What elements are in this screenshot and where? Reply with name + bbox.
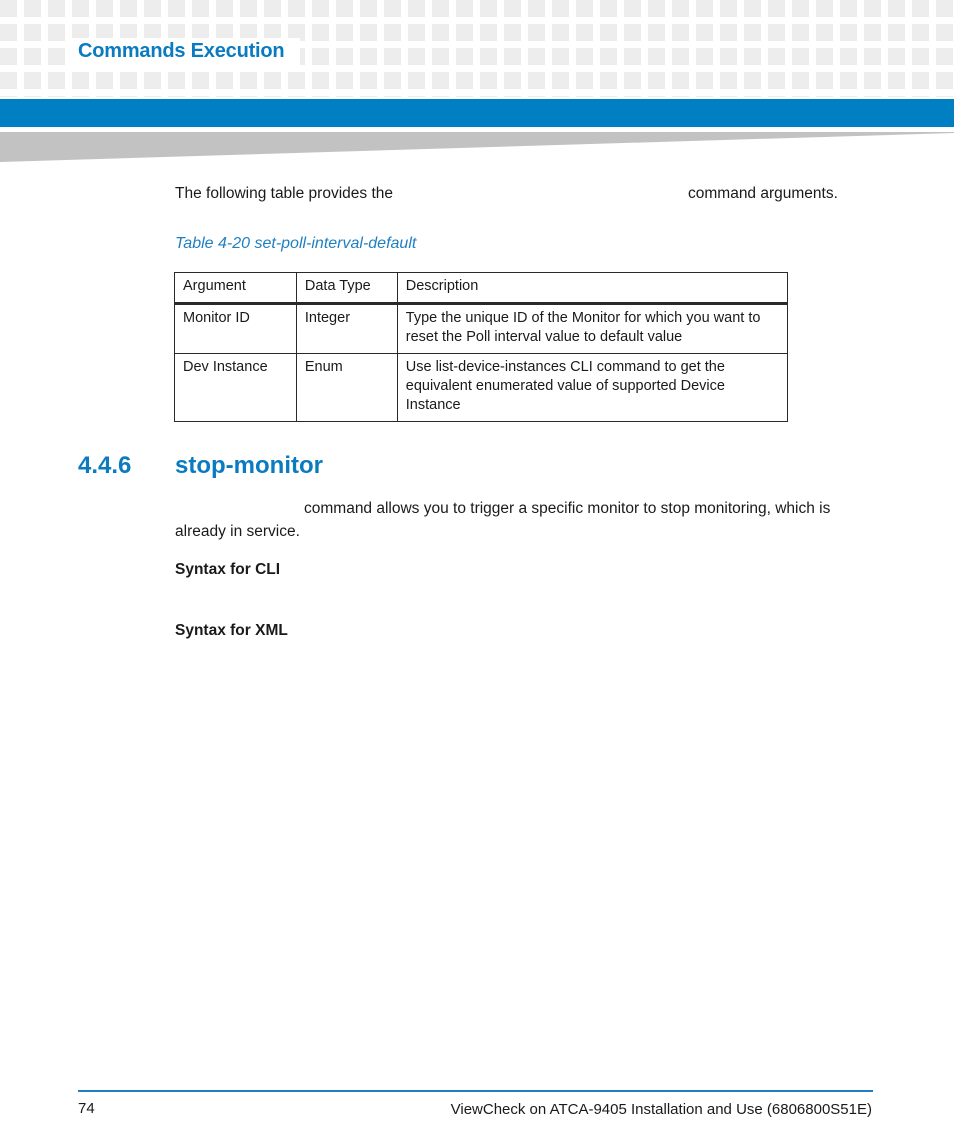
paragraph-text: command allows you to trigger a specific monitor to stop monitoring, which is already in service. [175, 500, 831, 540]
column-header-data-type: Data Type [296, 273, 397, 304]
section-paragraph [175, 497, 875, 543]
cell-argument: Monitor ID [175, 304, 297, 354]
table-header-row [175, 273, 788, 304]
chapter-title: Commands Execution [78, 40, 285, 62]
column-header-description: Description [397, 273, 787, 304]
footer-rule [78, 1090, 873, 1092]
cell-description: Use list-device-instances CLI command to get the equivalent enumerated value of supported Device Instance [397, 354, 787, 422]
table-row [175, 354, 788, 422]
header-grey-wedge [0, 132, 954, 164]
table-row [175, 304, 788, 354]
cell-description: Type the unique ID of the Monitor for which you want to reset the Poll interval value to default value [397, 304, 787, 354]
syntax-cli-heading: Syntax for CLI [175, 561, 281, 578]
column-header-argument: Argument [175, 273, 297, 304]
section-title: stop-monitor [175, 452, 323, 479]
header-blue-band [0, 99, 954, 127]
cell-data-type: Enum [296, 354, 397, 422]
cell-data-type: Integer [296, 304, 397, 354]
table-caption: Table 4-20 set-poll-interval-default [175, 235, 417, 252]
syntax-xml-heading: Syntax for XML [175, 622, 288, 639]
intro-text-end: command arguments. [688, 185, 838, 202]
section-number: 4.4.6 [78, 452, 132, 479]
arguments-table [174, 272, 788, 422]
cell-argument: Dev Instance [175, 354, 297, 422]
intro-text-start: The following table provides the [175, 185, 393, 202]
document-title: ViewCheck on ATCA-9405 Installation and Use (6806800S51E) [450, 1101, 872, 1118]
page-number: 74 [78, 1100, 95, 1117]
